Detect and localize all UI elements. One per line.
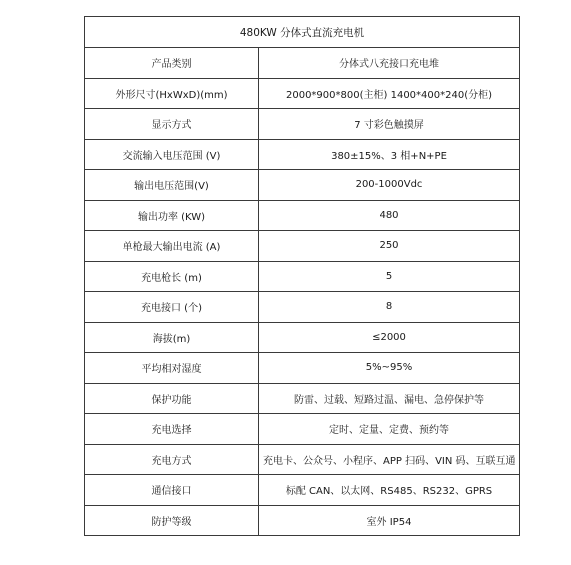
table-row [85,292,520,323]
table-row [85,505,520,536]
row-label: 充电接口 (个) [85,292,259,323]
row-value: 防雷、过载、短路过温、漏电、急停保护等 [259,383,520,414]
row-value: 200-1000Vdc [259,170,520,201]
row-label: 充电选择 [85,414,259,445]
row-label: 防护等级 [85,505,259,536]
row-value: 250 [259,231,520,262]
row-label: 输出功率 (KW) [85,200,259,231]
row-value: 2000*900*800(主柜) 1400*400*240(分柜) [259,78,520,109]
row-value: 8 [259,292,520,323]
row-label: 充电方式 [85,444,259,475]
table-row [85,170,520,201]
row-label: 保护功能 [85,383,259,414]
row-value: 室外 IP54 [259,505,520,536]
table-title: 480KW 分体式直流充电机 [85,17,520,48]
row-label: 通信接口 [85,475,259,506]
row-label: 海拔(m) [85,322,259,353]
row-value: 分体式八充接口充电堆 [259,48,520,79]
row-value: 5 [259,261,520,292]
table-row [85,353,520,384]
row-label: 单枪最大输出电流 (A) [85,231,259,262]
row-label: 显示方式 [85,109,259,140]
row-label: 充电枪长 (m) [85,261,259,292]
table-row [85,444,520,475]
row-value: 380±15%、3 相+N+PE [259,139,520,170]
row-value: 7 寸彩色触摸屏 [259,109,520,140]
row-label: 输出电压范围(V) [85,170,259,201]
table-row [85,261,520,292]
spec-table [84,16,520,536]
row-value: 定时、定量、定费、预约等 [259,414,520,445]
table-row [85,383,520,414]
row-label: 产品类别 [85,48,259,79]
table-row [85,78,520,109]
table-title-row [85,17,520,48]
row-label: 交流输入电压范围 (V) [85,139,259,170]
table-row [85,322,520,353]
table-row [85,200,520,231]
table-row [85,48,520,79]
row-value: 充电卡、公众号、小程序、APP 扫码、VIN 码、互联互通 [259,444,520,475]
row-value: 480 [259,200,520,231]
row-label: 外形尺寸(HxWxD)(mm) [85,78,259,109]
table-row [85,109,520,140]
table-row [85,475,520,506]
table-row [85,139,520,170]
row-label: 平均相对湿度 [85,353,259,384]
row-value: 标配 CAN、以太网、RS485、RS232、GPRS [259,475,520,506]
table-row [85,414,520,445]
table-row [85,231,520,262]
row-value: 5%~95% [259,353,520,384]
row-value: ≤2000 [259,322,520,353]
